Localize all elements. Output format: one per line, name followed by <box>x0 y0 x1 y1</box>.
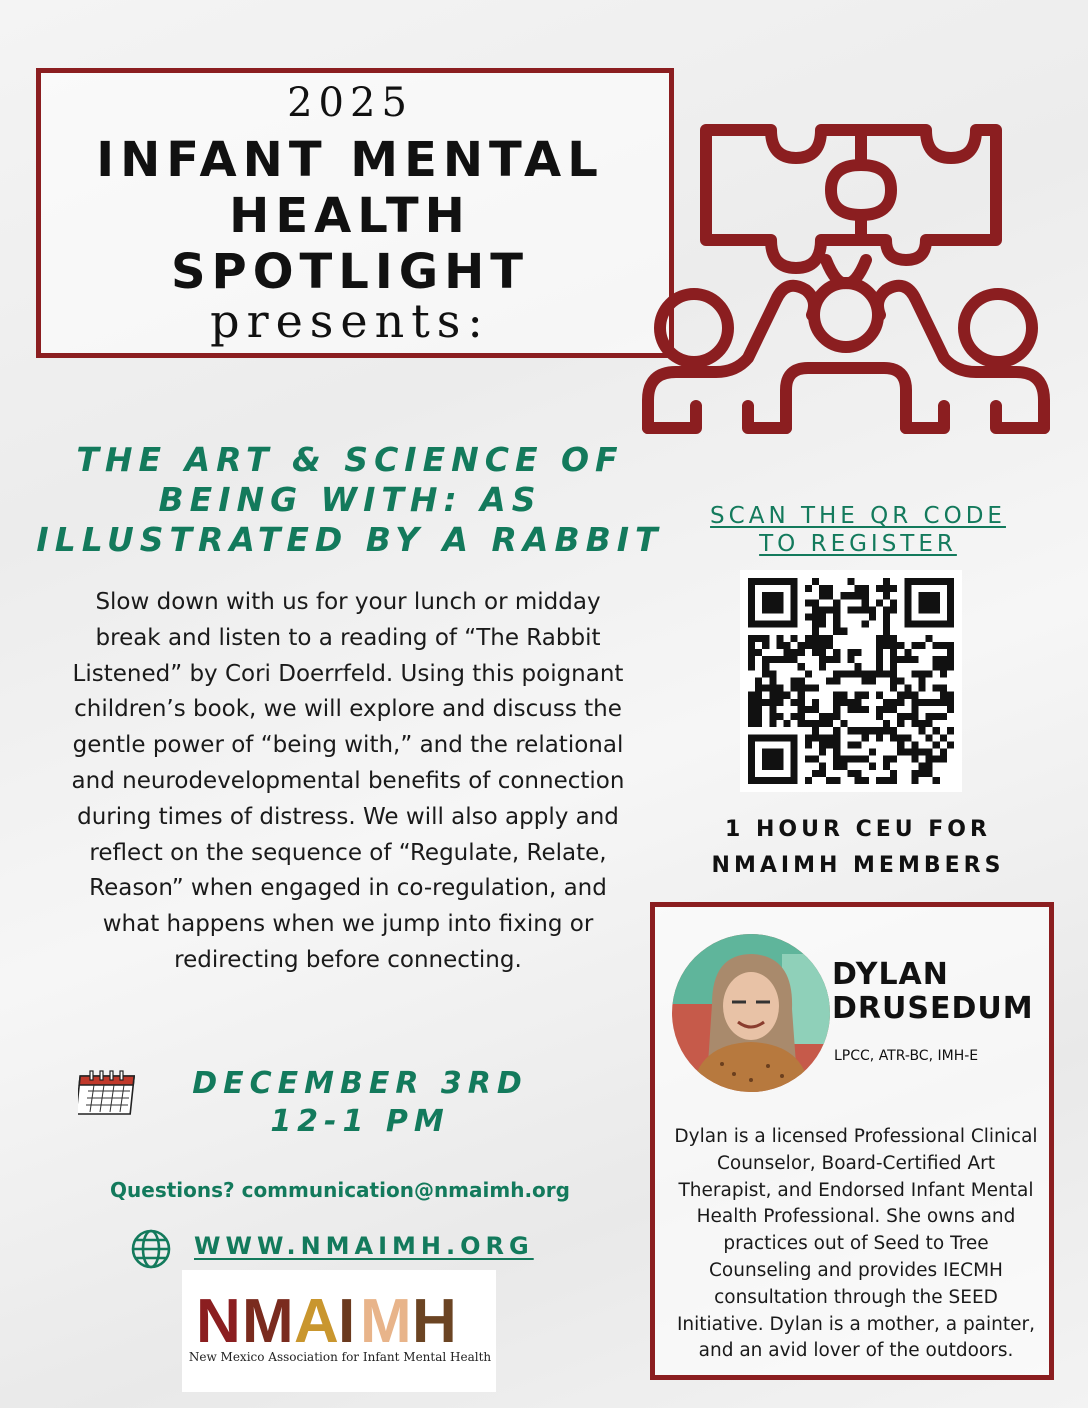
speaker-bio: Dylan is a licensed Professional Clinical Counselor, Board-Certified Art Therapist, and Endorsed Infant Mental Health Professional. She owns and practices out of Seed to Tree Counseling and provides IECMH consultation through the SEED Initiative. Dylan is a mother, a painter, and an avid lover of the outdoors. <box>674 1126 1038 1362</box>
logo-letter: M <box>360 1287 412 1350</box>
event-date: DECEMBER 3RD <box>192 1066 528 1101</box>
series-title <box>36 132 664 300</box>
logo-subtitle: New Mexico Association for Infant Mental Health <box>188 1350 492 1364</box>
speaker-credentials: LPCC, ATR-BC, IMH-E <box>834 1048 979 1064</box>
scan-line: TO REGISTER <box>759 531 957 557</box>
logo-letter: M <box>242 1287 294 1350</box>
talk-title-line: THE ART & SCIENCE OF <box>76 440 624 479</box>
logo-letter: N <box>196 1287 241 1350</box>
event-time: 12-1 PM <box>270 1104 450 1139</box>
talk-title <box>30 440 670 560</box>
speaker-name-line: DYLAN <box>832 957 949 992</box>
presents-text: presents: <box>210 294 490 348</box>
nmaimh-logo <box>190 1278 490 1350</box>
series-title-line: SPOTLIGHT <box>170 244 530 300</box>
talk-title-line: ILLUSTRATED BY A RABBIT <box>36 520 664 559</box>
questions-email[interactable]: Questions? communication@nmaimh.org <box>110 1178 570 1202</box>
scan-to-register[interactable] <box>682 502 1034 558</box>
globe-icon <box>130 1228 172 1270</box>
calendar-icon <box>78 1068 138 1118</box>
event-year: 2025 <box>287 80 413 126</box>
talk-title-line: BEING WITH: AS <box>158 480 542 519</box>
talk-description: Slow down with us for your lunch or midday break and listen to a reading of “The Rabbit Listened” by Cori Doerrfeld. Using this poignant children’s book, we will explore and discuss the gentle power of “being with,” and the relational and neurodevelopmental benefits of connection during times of distress. We will also apply and reflect on the sequence of “Regulate, Relate, Reason” when engaged in co-regulation, and what happens when we jump into fixing or redirecting before connecting. <box>71 589 625 973</box>
series-title-line: HEALTH <box>229 188 471 244</box>
puzzle-people-icon <box>636 110 1076 440</box>
scan-line: SCAN THE QR CODE <box>710 503 1006 529</box>
logo-letter: I <box>338 1287 356 1350</box>
ceu-line: NMAIMH MEMBERS <box>711 853 1005 878</box>
logo-letter: H <box>412 1287 457 1350</box>
speaker-name <box>832 958 1042 1026</box>
ceu-note <box>682 812 1034 884</box>
speaker-name-line: DRUSEDUM <box>832 991 1034 1026</box>
speaker-photo <box>672 934 830 1092</box>
ceu-line: 1 HOUR CEU FOR <box>725 817 991 842</box>
series-title-line: INFANT MENTAL <box>96 132 604 188</box>
logo-letter: A <box>294 1287 339 1350</box>
website-link[interactable]: WWW.NMAIMH.ORG <box>194 1232 534 1260</box>
qr-code[interactable] <box>748 578 954 784</box>
